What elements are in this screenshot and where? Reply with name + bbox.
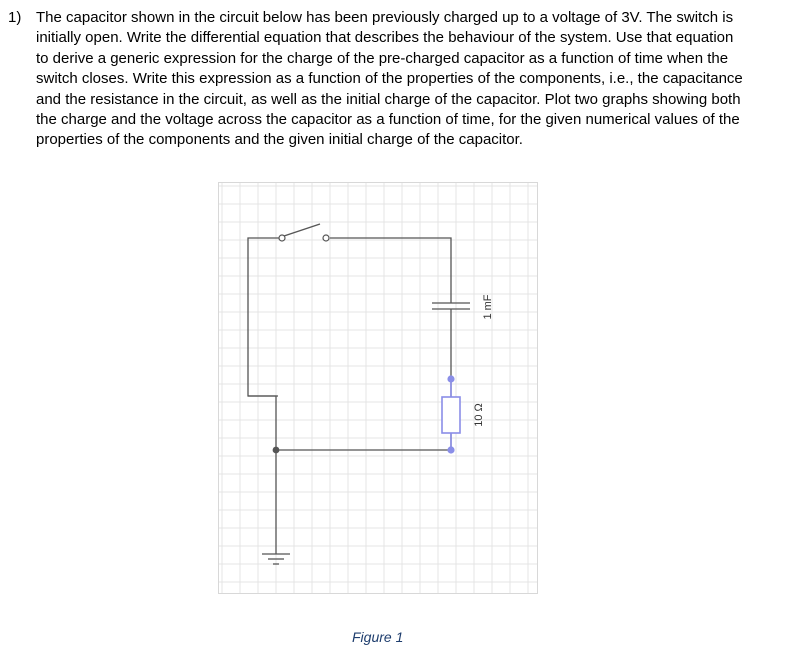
question-line: the charge and the voltage across the capacitor as a function of time, for the given numerical values of the: [36, 111, 740, 129]
question-line: initially open. Write the differential equation that describes the behaviour of the system. Use that equation: [36, 29, 734, 47]
question-text: [36, 8, 783, 151]
grid-background: [218, 182, 538, 594]
figure-border: [219, 183, 538, 594]
switch: [278, 224, 329, 241]
question-line: switch closes. Write this expression as a function of the properties of the components, i.e., the capacitance: [36, 70, 743, 88]
question-line: properties of the components and the given initial charge of the capacitor.: [36, 131, 523, 149]
circuit-figure: [218, 182, 538, 594]
circuit-wires: [248, 238, 451, 554]
resistor: [442, 375, 460, 453]
left-wire: [248, 238, 278, 396]
left-step-wire: [248, 396, 276, 450]
junction-node: [273, 447, 280, 454]
question-line: to derive a generic expression for the charge of the pre-charged capacitor as a function of time when the: [36, 49, 729, 67]
capacitor-label: 1 mF: [482, 294, 494, 320]
question-line: The capacitor shown in the circuit below has been previously charged up to a voltage of 3V. The switch is: [36, 9, 734, 26]
resistor-label: 10 Ω: [473, 403, 485, 427]
figure-caption: Figure 1: [352, 629, 404, 645]
question-line: and the resistance in the circuit, as well as the initial charge of the capacitor. Plot two graphs showing both: [36, 90, 741, 108]
question-number: 1): [8, 9, 22, 26]
